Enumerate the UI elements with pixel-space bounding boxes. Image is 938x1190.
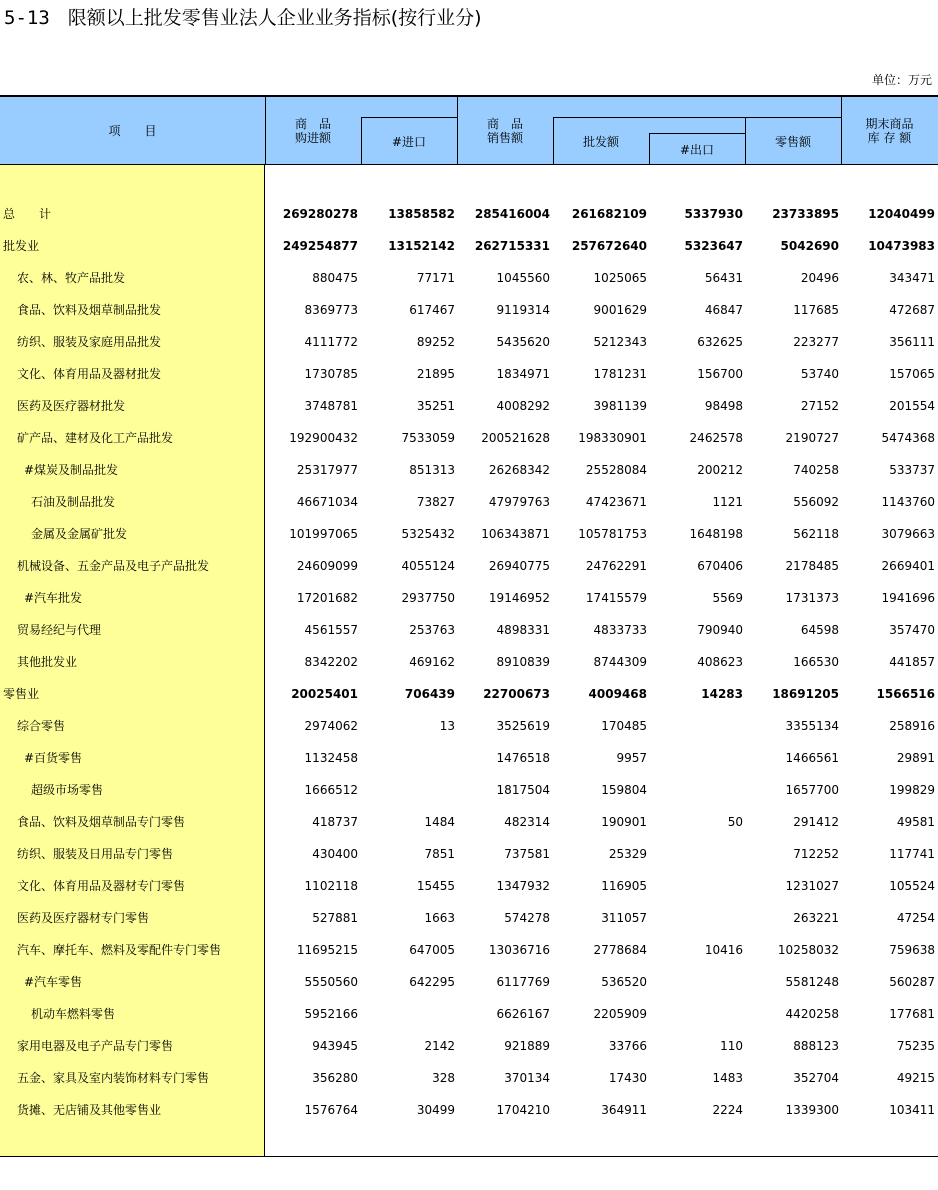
- header-retail: 零售额: [774, 134, 811, 149]
- row-value: 472687: [889, 303, 935, 317]
- row-value: 29891: [896, 751, 935, 765]
- table-row: [0, 966, 938, 998]
- row-value: 198330901: [578, 431, 647, 445]
- row-value: 13858582: [388, 207, 455, 221]
- row-value: 1121: [712, 495, 743, 509]
- row-value: 291412: [793, 815, 839, 829]
- row-value: 47254: [896, 911, 935, 925]
- row-value: 110: [720, 1039, 743, 1053]
- row-value: 370134: [504, 1071, 550, 1085]
- row-label: 汽车、摩托车、燃料及零配件专门零售: [17, 943, 222, 957]
- row-value: 740258: [793, 463, 839, 477]
- row-value: 4420258: [785, 1007, 839, 1021]
- table-row: [0, 550, 938, 582]
- row-label: 家用电器及电子产品专门零售: [17, 1039, 174, 1053]
- row-value: 8369773: [304, 303, 358, 317]
- row-value: 105781753: [578, 527, 647, 541]
- row-value: 77171: [416, 271, 455, 285]
- row-value: 201554: [889, 399, 935, 413]
- row-value: 159804: [601, 783, 647, 797]
- row-value: 3355134: [785, 719, 839, 733]
- row-label: 机械设备、五金产品及电子产品批发: [17, 559, 210, 573]
- row-value: 5581248: [785, 975, 839, 989]
- row-value: 3525619: [496, 719, 550, 733]
- row-value: 8744309: [593, 655, 647, 669]
- table-row: [0, 390, 938, 422]
- row-value: 469162: [409, 655, 455, 669]
- row-value: 13152142: [388, 239, 455, 253]
- row-label: 五金、家具及室内装饰材料专门零售: [17, 1071, 210, 1085]
- header-inventory: [841, 109, 938, 153]
- row-value: 343471: [889, 271, 935, 285]
- row-value: 943945: [312, 1039, 358, 1053]
- row-value: 73827: [416, 495, 455, 509]
- header-inventory-line1: 期末商品: [865, 117, 914, 131]
- row-value: 1483: [712, 1071, 743, 1085]
- row-value: 356280: [312, 1071, 358, 1085]
- row-value: 2778684: [593, 943, 647, 957]
- row-value: 49581: [896, 815, 935, 829]
- row-value: 19146952: [488, 591, 550, 605]
- table-row: [0, 262, 938, 294]
- row-value: 101997065: [289, 527, 358, 541]
- row-value: 285416004: [474, 207, 550, 221]
- row-value: 13036716: [488, 943, 550, 957]
- row-value: 6117769: [496, 975, 550, 989]
- row-value: 26940775: [488, 559, 550, 573]
- row-value: 6626167: [496, 1007, 550, 1021]
- row-value: 851313: [409, 463, 455, 477]
- row-value: 64598: [800, 623, 839, 637]
- table-row: [0, 326, 938, 358]
- row-value: 4009468: [588, 687, 647, 701]
- row-value: 441857: [889, 655, 935, 669]
- row-label: #百货零售: [24, 751, 83, 765]
- row-value: 2937750: [401, 591, 455, 605]
- row-value: 5569: [712, 591, 743, 605]
- row-value: 249254877: [282, 239, 358, 253]
- row-value: 2462578: [689, 431, 743, 445]
- row-label: 医药及医疗器材批发: [17, 399, 126, 413]
- row-value: 880475: [312, 271, 358, 285]
- table-number: 5-13: [4, 7, 50, 29]
- row-label: 总 计: [3, 207, 52, 221]
- row-value: 26268342: [488, 463, 550, 477]
- row-value: 1663: [424, 911, 455, 925]
- row-label: 农、林、牧产品批发: [17, 271, 126, 285]
- row-label: 矿产品、建材及化工产品批发: [17, 431, 174, 445]
- row-value: 30499: [416, 1103, 455, 1117]
- table-row: [0, 518, 938, 550]
- row-value: 1339300: [785, 1103, 839, 1117]
- row-value: 759638: [889, 943, 935, 957]
- row-value: 1731373: [785, 591, 839, 605]
- row-value: 4111772: [304, 335, 358, 349]
- row-value: 103411: [889, 1103, 935, 1117]
- table-row: [0, 902, 938, 934]
- row-value: 617467: [409, 303, 455, 317]
- row-value: 1781231: [593, 367, 647, 381]
- row-value: 556092: [793, 495, 839, 509]
- row-value: 1648198: [689, 527, 743, 541]
- row-value: 311057: [601, 911, 647, 925]
- row-value: 888123: [793, 1039, 839, 1053]
- table-row: [0, 710, 938, 742]
- row-value: 3981139: [593, 399, 647, 413]
- row-value: 200212: [697, 463, 743, 477]
- row-value: 5952166: [304, 1007, 358, 1021]
- row-label: 机动车燃料零售: [31, 1007, 116, 1021]
- row-value: 3748781: [304, 399, 358, 413]
- row-value: 5212343: [593, 335, 647, 349]
- table-row: [0, 294, 938, 326]
- row-value: 4055124: [401, 559, 455, 573]
- table-row: [0, 1062, 938, 1094]
- table-title: 限额以上批发零售业法人企业业务指标(按行业分): [67, 7, 482, 29]
- table-row: [0, 230, 938, 262]
- row-value: 356111: [889, 335, 935, 349]
- row-value: 418737: [312, 815, 358, 829]
- row-label: 食品、饮料及烟草制品批发: [17, 303, 162, 317]
- row-value: 10258032: [777, 943, 839, 957]
- row-value: 7533059: [401, 431, 455, 445]
- row-value: 1704210: [496, 1103, 550, 1117]
- row-value: 5474368: [881, 431, 935, 445]
- row-value: 22700673: [483, 687, 550, 701]
- row-value: 263221: [793, 911, 839, 925]
- row-value: 352704: [793, 1071, 839, 1085]
- row-value: 2190727: [785, 431, 839, 445]
- header-purchase-line2: 购进额: [294, 131, 331, 145]
- row-label: 批发业: [3, 239, 40, 253]
- row-value: 1231027: [785, 879, 839, 893]
- table-row: [0, 198, 938, 230]
- table-row: [0, 742, 938, 774]
- row-value: 50: [727, 815, 743, 829]
- row-value: 2205909: [593, 1007, 647, 1021]
- row-value: 2178485: [785, 559, 839, 573]
- row-value: 190901: [601, 815, 647, 829]
- row-value: 117741: [889, 847, 935, 861]
- row-value: 1466561: [785, 751, 839, 765]
- row-value: 25329: [608, 847, 647, 861]
- row-value: 262715331: [474, 239, 550, 253]
- row-label: 综合零售: [17, 719, 66, 733]
- header-purchase-line1: 商 品: [294, 117, 331, 131]
- row-value: 1730785: [304, 367, 358, 381]
- row-value: 1666512: [304, 783, 358, 797]
- row-value: 156700: [697, 367, 743, 381]
- row-value: 49215: [896, 1071, 935, 1085]
- row-value: 9119314: [496, 303, 550, 317]
- row-value: 11695215: [296, 943, 358, 957]
- table-row: [0, 774, 938, 806]
- row-value: 5042690: [780, 239, 839, 253]
- row-value: 1476518: [496, 751, 550, 765]
- header-sales: [457, 109, 553, 153]
- row-value: 20025401: [291, 687, 358, 701]
- table-row: [0, 486, 938, 518]
- row-value: 17415579: [585, 591, 647, 605]
- row-value: 4833733: [593, 623, 647, 637]
- row-value: 357470: [889, 623, 935, 637]
- row-value: 560287: [889, 975, 935, 989]
- row-value: 2669401: [881, 559, 935, 573]
- row-value: 257672640: [571, 239, 647, 253]
- table-row: [0, 422, 938, 454]
- table-row: [0, 1030, 938, 1062]
- row-value: 5550560: [304, 975, 358, 989]
- row-value: 18691205: [772, 687, 839, 701]
- row-value: 106343871: [481, 527, 550, 541]
- table-row: [0, 582, 938, 614]
- row-value: 23733895: [772, 207, 839, 221]
- row-value: 790940: [697, 623, 743, 637]
- row-value: 1566516: [876, 687, 935, 701]
- table-row: [0, 870, 938, 902]
- table-row: [0, 678, 938, 710]
- row-value: 1132458: [304, 751, 358, 765]
- row-value: 1657700: [785, 783, 839, 797]
- header-export: #出口: [679, 142, 715, 157]
- row-value: 105524: [889, 879, 935, 893]
- row-label: 零售业: [3, 687, 40, 701]
- table-bottom-border: [0, 1156, 938, 1157]
- header-sales-line2: 销售额: [486, 131, 523, 145]
- table-row: [0, 1094, 938, 1126]
- row-value: 5325432: [401, 527, 455, 541]
- row-value: 2224: [712, 1103, 743, 1117]
- header-import: #进口: [391, 134, 427, 149]
- row-value: 921889: [504, 1039, 550, 1053]
- row-value: 157065: [889, 367, 935, 381]
- row-value: 1834971: [496, 367, 550, 381]
- row-value: 24762291: [585, 559, 647, 573]
- row-value: 536520: [601, 975, 647, 989]
- row-value: 9957: [616, 751, 647, 765]
- row-label: 贸易经纪与代理: [17, 623, 102, 637]
- row-value: 706439: [404, 687, 455, 701]
- row-value: 712252: [793, 847, 839, 861]
- page-title: [4, 6, 482, 30]
- row-value: 166530: [793, 655, 839, 669]
- row-value: 1941696: [881, 591, 935, 605]
- row-value: 75235: [896, 1039, 935, 1053]
- row-value: 14283: [701, 687, 743, 701]
- row-value: 10416: [704, 943, 743, 957]
- table-row: [0, 998, 938, 1030]
- row-value: 737581: [504, 847, 550, 861]
- row-value: 223277: [793, 335, 839, 349]
- row-value: 328: [432, 1071, 455, 1085]
- row-value: 3079663: [881, 527, 935, 541]
- row-value: 56431: [704, 271, 743, 285]
- row-value: 4561557: [304, 623, 358, 637]
- row-value: 47979763: [488, 495, 550, 509]
- row-label: 医药及医疗器材专门零售: [17, 911, 150, 925]
- row-value: 53740: [800, 367, 839, 381]
- row-value: 9001629: [593, 303, 647, 317]
- row-label: 超级市场零售: [31, 783, 104, 797]
- row-value: 258916: [889, 719, 935, 733]
- row-value: 199829: [889, 783, 935, 797]
- table-row: [0, 646, 938, 678]
- row-label: 其他批发业: [17, 655, 78, 669]
- row-value: 170485: [601, 719, 647, 733]
- row-value: 574278: [504, 911, 550, 925]
- row-value: 430400: [312, 847, 358, 861]
- row-value: 533737: [889, 463, 935, 477]
- header-inventory-line2: 库 存 额: [867, 131, 912, 145]
- row-label: #汽车批发: [24, 591, 83, 605]
- row-value: 5323647: [684, 239, 743, 253]
- row-value: 408623: [697, 655, 743, 669]
- row-value: 5435620: [496, 335, 550, 349]
- header-wholesale: 批发额: [582, 134, 619, 149]
- row-value: 1025065: [593, 271, 647, 285]
- row-value: 47423671: [585, 495, 647, 509]
- row-value: 33766: [608, 1039, 647, 1053]
- row-value: 4008292: [496, 399, 550, 413]
- row-value: 562118: [793, 527, 839, 541]
- row-value: 647005: [409, 943, 455, 957]
- row-label: #煤炭及制品批发: [24, 463, 119, 477]
- row-value: 89252: [416, 335, 455, 349]
- row-value: 24609099: [296, 559, 358, 573]
- row-value: 1817504: [496, 783, 550, 797]
- row-label: 文化、体育用品及器材专门零售: [17, 879, 186, 893]
- row-label: 金属及金属矿批发: [31, 527, 128, 541]
- table-row: [0, 614, 938, 646]
- row-value: 364911: [601, 1103, 647, 1117]
- row-value: 4898331: [496, 623, 550, 637]
- row-value: 1484: [424, 815, 455, 829]
- row-value: 46847: [704, 303, 743, 317]
- row-value: 642295: [409, 975, 455, 989]
- row-value: 21895: [416, 367, 455, 381]
- row-value: 116905: [601, 879, 647, 893]
- row-value: 20496: [800, 271, 839, 285]
- header-item: 项 目: [108, 124, 157, 138]
- row-value: 25528084: [585, 463, 647, 477]
- table-row: [0, 934, 938, 966]
- row-value: 192900432: [289, 431, 358, 445]
- row-value: 5337930: [684, 207, 743, 221]
- row-value: 2142: [424, 1039, 455, 1053]
- row-value: 15455: [416, 879, 455, 893]
- row-value: 7851: [424, 847, 455, 861]
- row-value: 46671034: [296, 495, 358, 509]
- row-value: 2974062: [304, 719, 358, 733]
- row-value: 10473983: [868, 239, 935, 253]
- row-value: 253763: [409, 623, 455, 637]
- row-value: 482314: [504, 815, 550, 829]
- row-value: 261682109: [571, 207, 647, 221]
- row-value: 27152: [800, 399, 839, 413]
- row-value: 527881: [312, 911, 358, 925]
- table-header: [0, 95, 938, 165]
- row-label: 石油及制品批发: [31, 495, 116, 509]
- row-value: 1143760: [881, 495, 935, 509]
- row-value: 17430: [608, 1071, 647, 1085]
- row-label: #汽车零售: [24, 975, 83, 989]
- row-value: 25317977: [296, 463, 358, 477]
- row-label: 食品、饮料及烟草制品专门零售: [17, 815, 186, 829]
- row-value: 12040499: [868, 207, 935, 221]
- row-value: 1102118: [304, 879, 358, 893]
- row-value: 98498: [704, 399, 743, 413]
- header-sales-line1: 商 品: [486, 117, 523, 131]
- header-purchase: [265, 109, 361, 153]
- row-value: 13: [439, 719, 455, 733]
- row-label: 纺织、服装及日用品专门零售: [17, 847, 174, 861]
- row-label: 纺织、服装及家庭用品批发: [17, 335, 162, 349]
- table-row: [0, 838, 938, 870]
- row-value: 1045560: [496, 271, 550, 285]
- row-value: 670406: [697, 559, 743, 573]
- row-label: 文化、体育用品及器材批发: [17, 367, 162, 381]
- row-value: 200521628: [481, 431, 550, 445]
- row-label: 货摊、无店铺及其他零售业: [17, 1103, 162, 1117]
- row-value: 8342202: [304, 655, 358, 669]
- row-value: 269280278: [282, 207, 358, 221]
- table-row: [0, 806, 938, 838]
- row-value: 17201682: [296, 591, 358, 605]
- table-row: [0, 454, 938, 486]
- row-value: 117685: [793, 303, 839, 317]
- row-value: 35251: [416, 399, 455, 413]
- row-value: 632625: [697, 335, 743, 349]
- row-value: 1576764: [304, 1103, 358, 1117]
- unit-label: 单位：万元: [871, 73, 932, 87]
- row-value: 177681: [889, 1007, 935, 1021]
- table-row: [0, 358, 938, 390]
- row-value: 8910839: [496, 655, 550, 669]
- row-value: 1347932: [496, 879, 550, 893]
